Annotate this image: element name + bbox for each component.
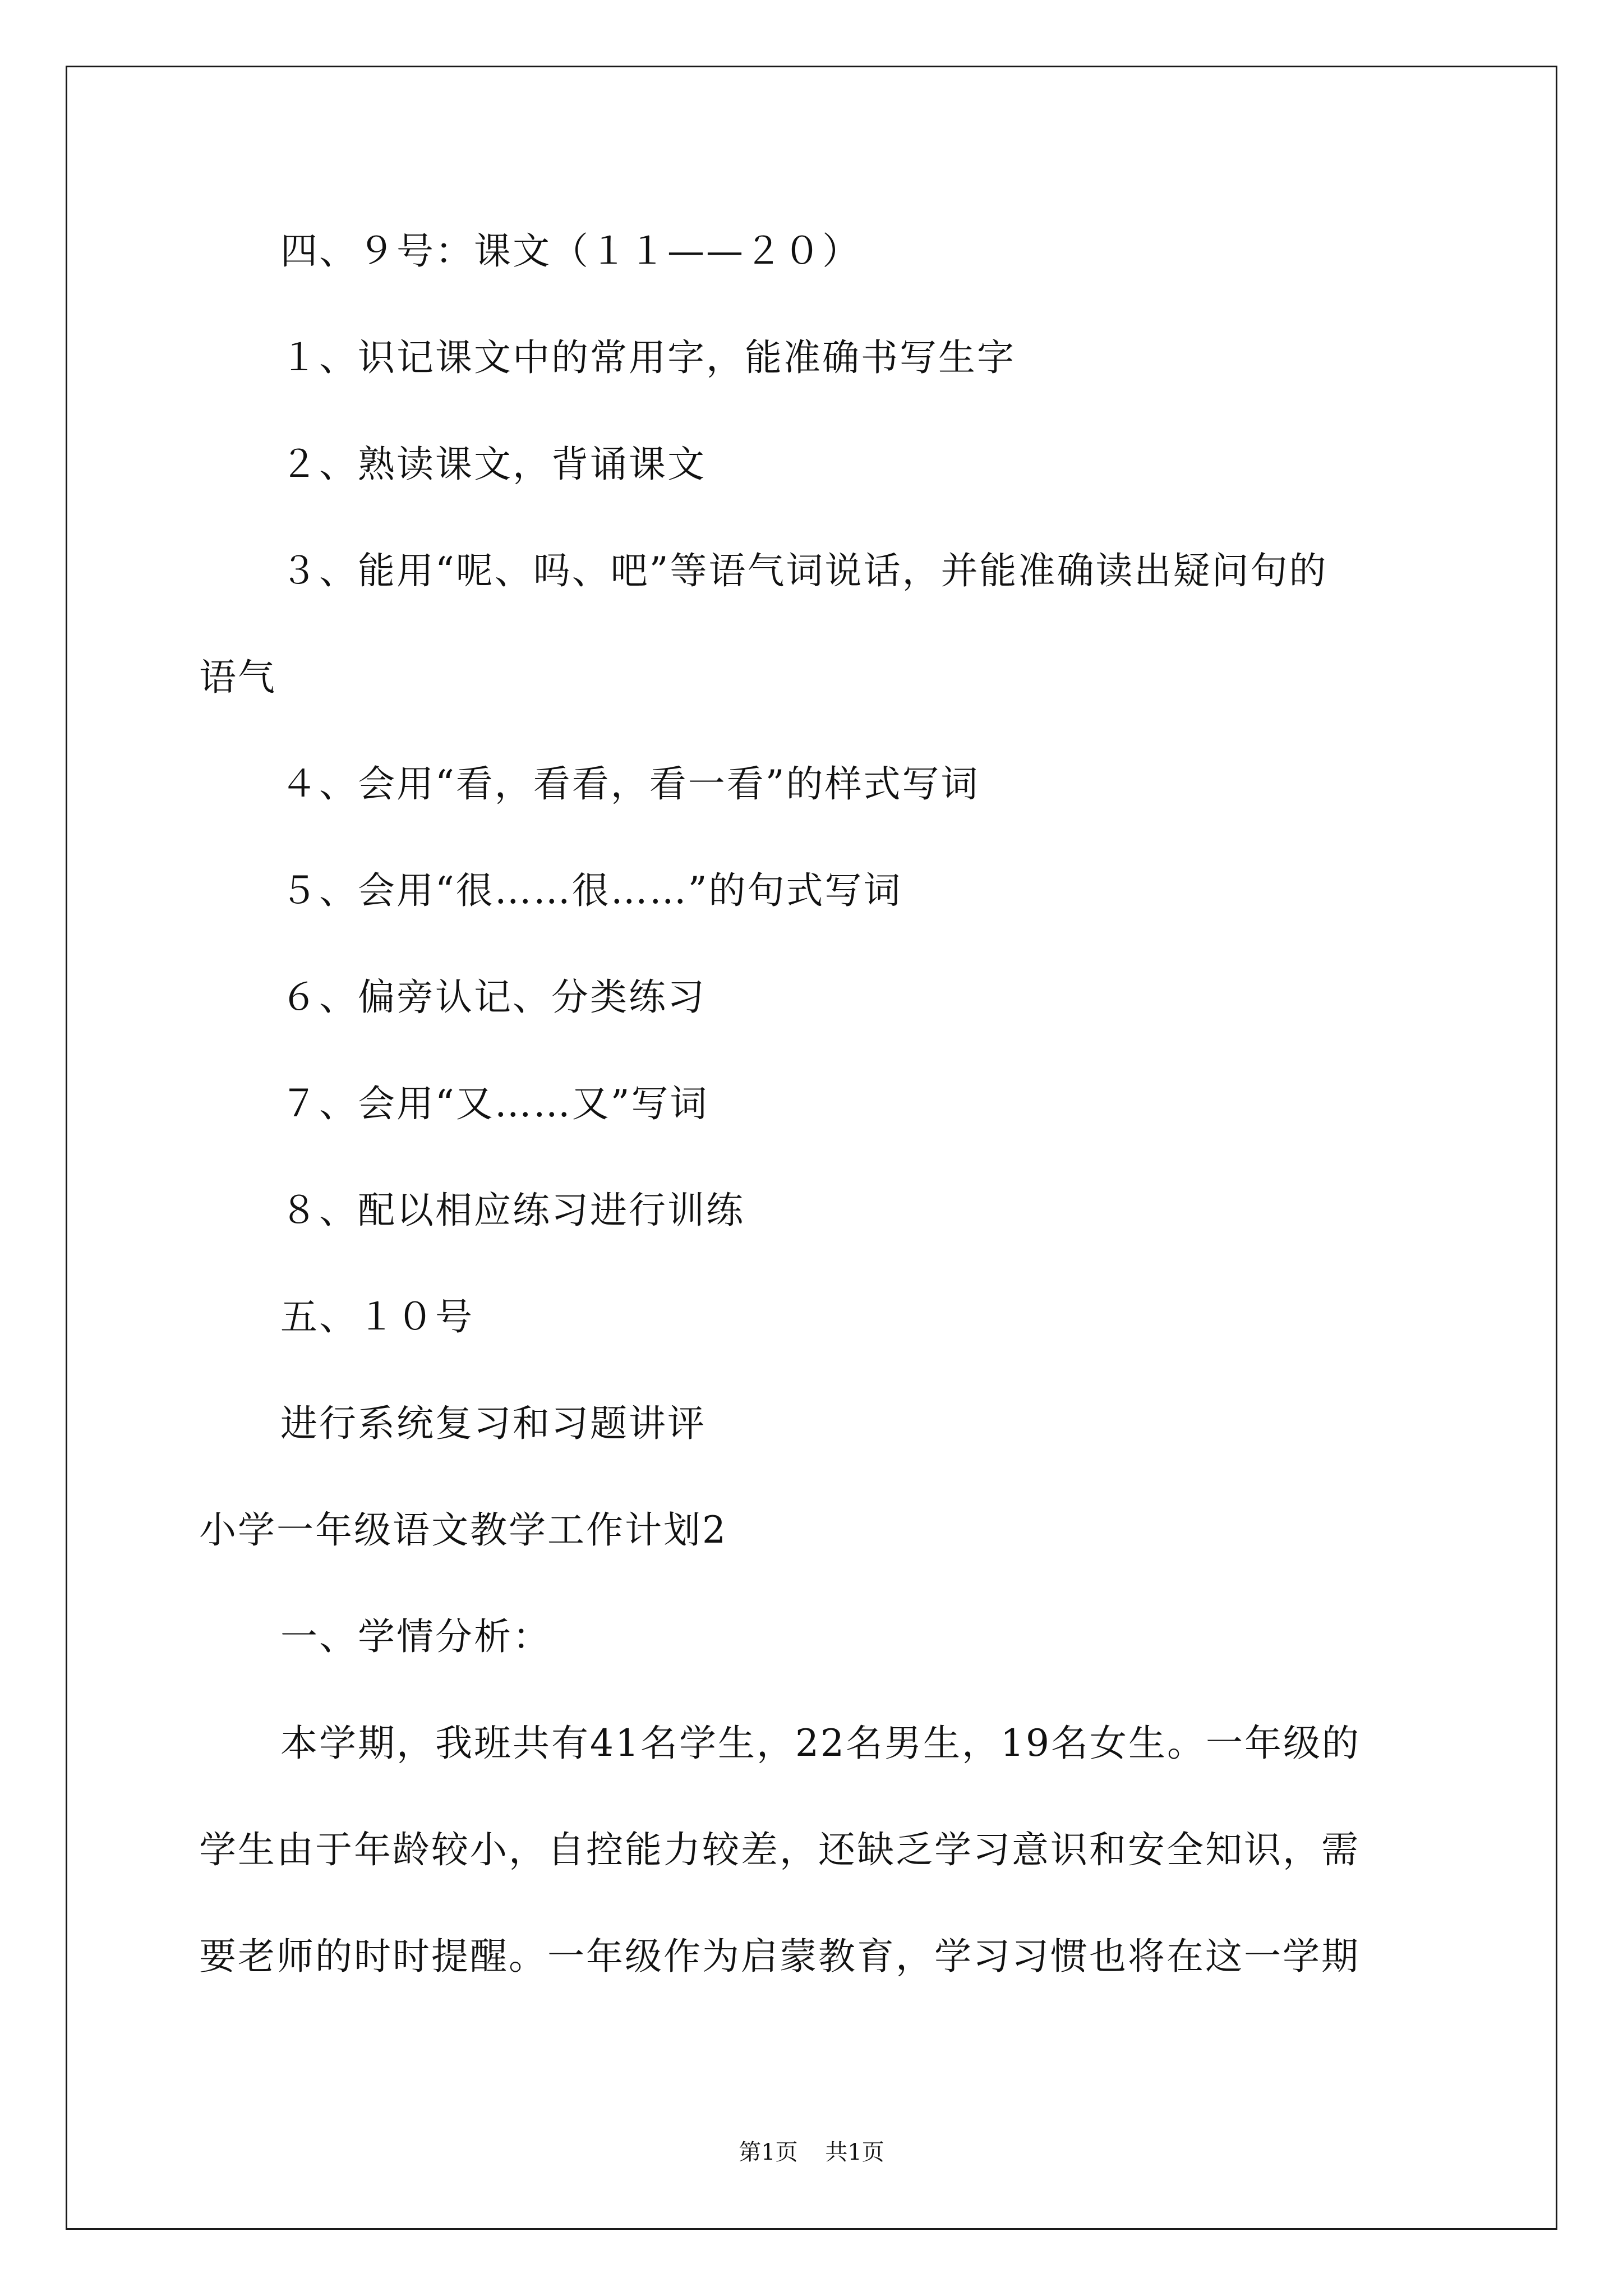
paragraph-line-2: 学生由于年龄较小，自控能力较差，还缺乏学习意识和安全知识，需 <box>199 1828 1360 1871</box>
paragraph: 进行系统复习和习题讲评 <box>280 1402 706 1445</box>
list-item-3: ３、能用“呢、吗、吧”等语气词说话，并能准确读出疑问句的 <box>280 549 1328 592</box>
paragraph-line-3: 要老师的时时提醒。一年级作为启蒙教育，学习习惯也将在这一学期 <box>199 1935 1360 1978</box>
page-total: 共1页 <box>825 2139 884 2165</box>
page-footer <box>0 2134 1623 2166</box>
list-item-4: ４、会用“看，看看，看一看”的样式写词 <box>280 762 980 806</box>
list-item-8: ８、配以相应练习进行训练 <box>280 1189 745 1232</box>
paragraph-line-1: 本学期，我班共有41名学生，22名男生，19名女生。一年级的 <box>280 1722 1361 1765</box>
list-item-2: ２、熟读课文，背诵课文 <box>280 443 706 486</box>
section-heading-1: 一、学情分析： <box>280 1615 551 1658</box>
page-border <box>66 66 1557 2230</box>
section-heading-4: 四、９号：课文（１１——２０） <box>280 229 861 273</box>
list-item-7: ７、会用“又……又”写词 <box>280 1082 709 1125</box>
list-item-1: １、识记课文中的常用字，能准确书写生字 <box>280 336 1016 379</box>
page-number: 第1页 <box>739 2139 798 2165</box>
list-item-5: ５、会用“很……很……”的句式写词 <box>280 869 902 912</box>
document-title: 小学一年级语文教学工作计划2 <box>199 1508 727 1552</box>
list-item-6: ６、偏旁认记、分类练习 <box>280 976 706 1019</box>
section-heading-5: 五、１０号 <box>280 1295 474 1338</box>
list-item-3-continued: 语气 <box>199 656 276 699</box>
